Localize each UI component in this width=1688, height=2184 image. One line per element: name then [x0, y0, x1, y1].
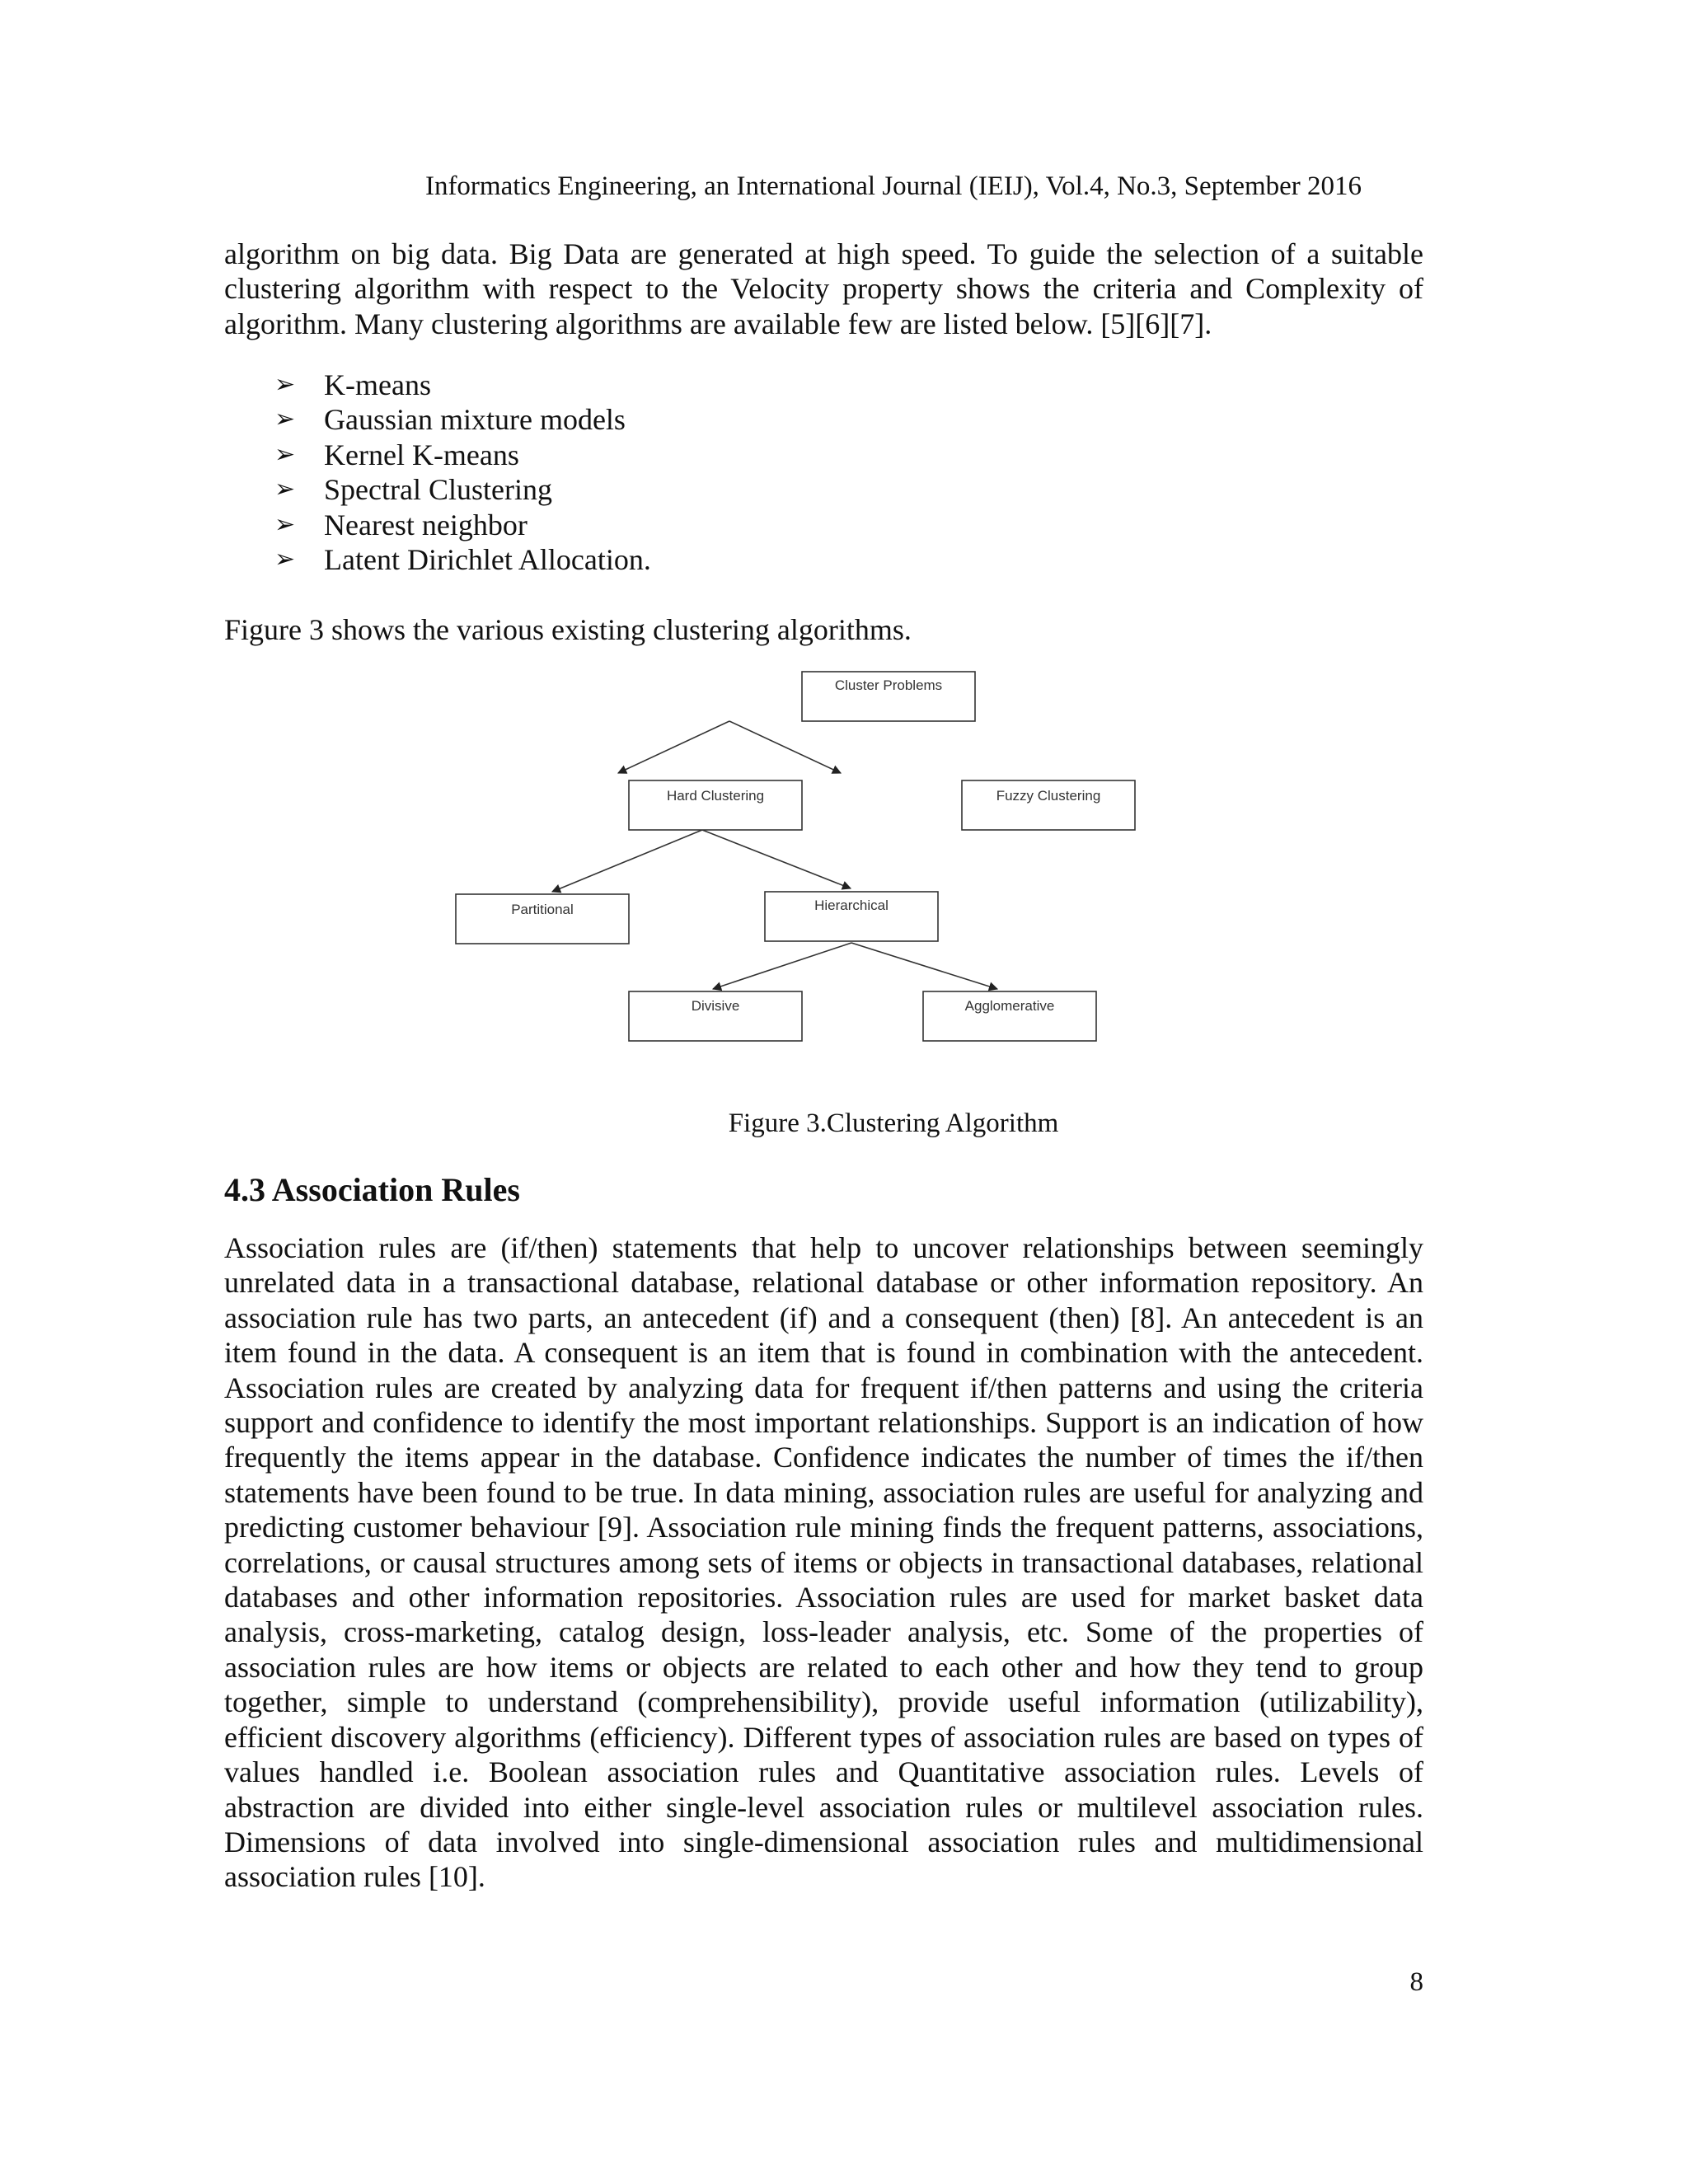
running-header: Informatics Engineering, an International Journal (IEIJ), Vol.4, No.3, September 2016 [424, 171, 1362, 201]
list-item [274, 542, 651, 577]
node-partitional [456, 894, 629, 944]
node-hierarchical [765, 892, 938, 941]
list-item [274, 438, 651, 472]
arrow-bullet-icon: ➢ [274, 545, 296, 573]
edge-root-to-hard [618, 721, 729, 773]
arrow-bullet-icon: ➢ [274, 405, 296, 434]
edge-hierarchical-to-agglomerative [851, 943, 997, 989]
list-item-label: Kernel K-means [324, 438, 519, 471]
node-label: Fuzzy Clustering [996, 788, 1101, 804]
arrow-bullet-icon: ➢ [274, 510, 296, 538]
node-label: Divisive [691, 998, 740, 1014]
node-fuzzy-clustering [962, 780, 1135, 830]
intro-paragraph: algorithm on big data. Big Data are generated at high speed. To guide the selection of a suitable clustering algorithm with respect to the Velocity property shows the criteria and Complexity of algorithm. Many clustering algorithms are available few are listed below. [5][6][7]. [224, 237, 1423, 340]
list-item [274, 402, 651, 437]
arrow-bullet-icon: ➢ [274, 371, 296, 398]
list-item [274, 508, 651, 542]
clustering-tree-diagram [445, 668, 1187, 1063]
edge-hard-to-hierarchical [702, 830, 851, 888]
association-rules-paragraph: Association rules are (if/then) statements that help to uncover relationships between seemingly unrelated data in a transactional database, relational database or other information repository. An association rule has two parts, an antecedent (if) and a consequent (then) [8]. An antecedent is an item found in the data. A consequent is an item that is found in combination with the antecedent. Association rules are created by analyzing data for frequent if/then patterns and using the criteria support and confidence to identify the most important relationships. Support is an indication of how frequently the items appear in the database. Confidence indicates the number of times the if/then statements have been found to be true. In data mining, association rules are useful for analyzing and predicting customer behaviour [9]. Association rule mining finds the frequent patterns, associations, correlations, or causal structures among sets of items or objects in transactional databases, relational databases and other information repositories. Association rules are used for market basket data analysis, cross-marketing, catalog design, loss-leader analysis, etc. Some of the properties of association rules are how items or objects are related to each other and how they tend to group together, simple to understand (comprehensibility), provide useful information (utilizability), efficient discovery algorithms (efficiency). Different types of association rules are based on types of values handled i.e. Boolean association rules and Quantitative association rules. Levels of abstraction are divided into either single-level association rules or multilevel association rules. Dimensions of data involved into single-dimensional association rules and multidimensional association rules [10]. [224, 1231, 1423, 1894]
edge-root-to-fuzzy [729, 721, 841, 773]
node-label: Partitional [511, 902, 574, 917]
edge-hierarchical-to-divisive [713, 943, 851, 989]
clustering-tree-svg [445, 668, 1187, 1063]
list-item [274, 368, 651, 402]
node-divisive [629, 991, 802, 1041]
node-agglomerative [923, 991, 1096, 1041]
clustering-algorithm-list [274, 368, 651, 577]
node-label: Hard Clustering [666, 788, 765, 804]
figure-caption: Figure 3.Clustering Algorithm [728, 1108, 1059, 1138]
edge-hard-to-partitional [552, 830, 702, 892]
node-label: Agglomerative [964, 998, 1055, 1014]
figure-intro-sentence: Figure 3 shows the various existing clustering algorithms. [224, 613, 912, 646]
node-label: Hierarchical [814, 898, 889, 913]
section-heading: 4.3 Association Rules [224, 1171, 520, 1208]
arrow-bullet-icon: ➢ [274, 476, 296, 504]
list-item-label: Latent Dirichlet Allocation. [324, 542, 651, 576]
arrow-bullet-icon: ➢ [274, 440, 296, 468]
list-item [274, 472, 651, 507]
node-label: Cluster Problems [834, 677, 943, 693]
list-item-label: Gaussian mixture models [324, 403, 626, 437]
list-item-label: Spectral Clustering [324, 473, 552, 507]
node-hard-clustering [629, 780, 802, 830]
list-item-label: K-means [324, 368, 431, 401]
list-item-label: Nearest neighbor [324, 508, 528, 541]
page-number: 8 [1409, 1967, 1423, 1997]
node-cluster-problems [802, 672, 975, 721]
